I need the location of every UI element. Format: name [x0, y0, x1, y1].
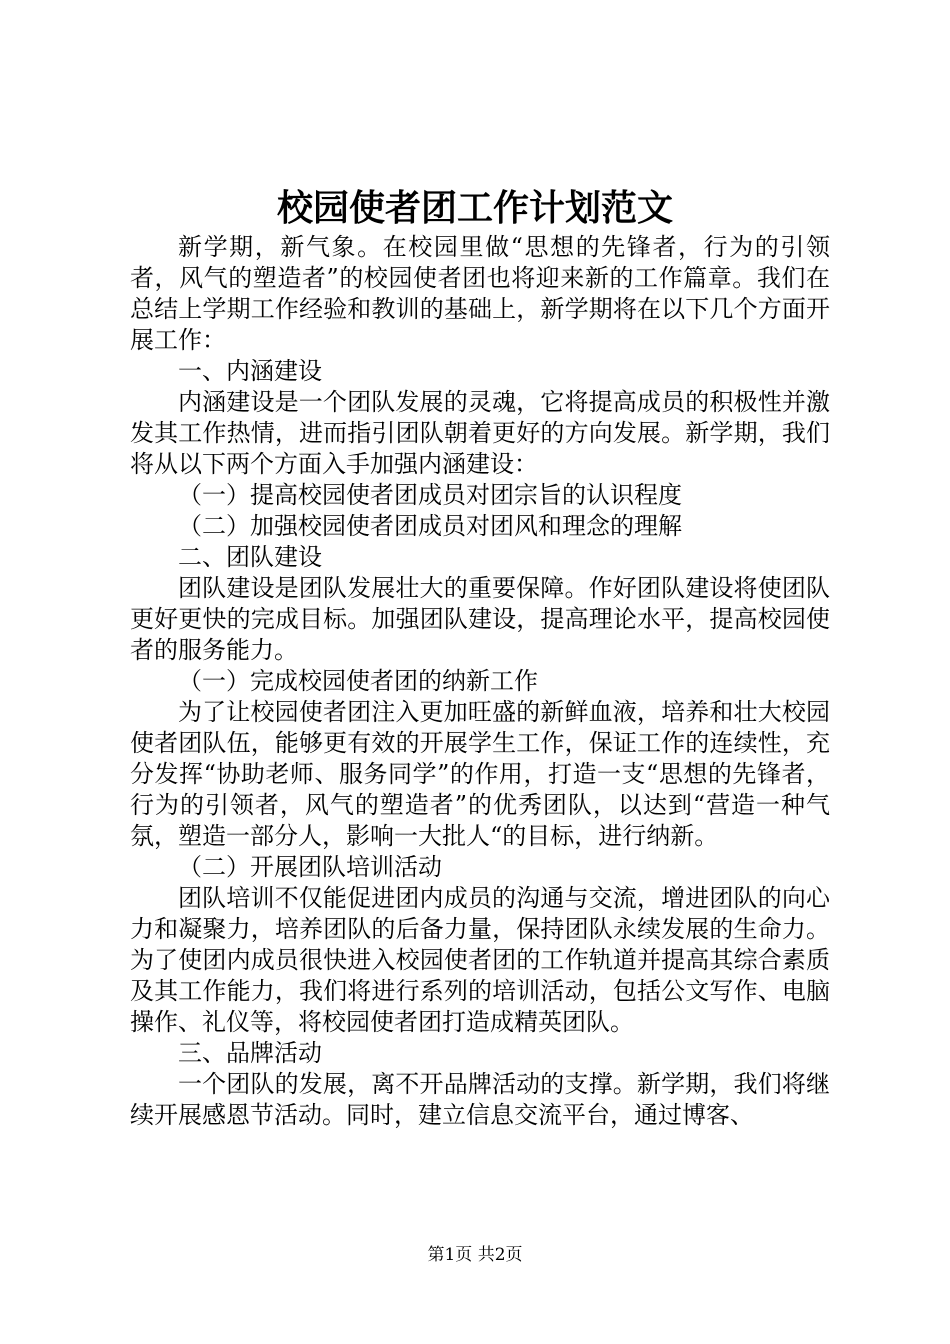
- subsection-heading: （二）加强校园使者团成员对团风和理念的理解: [178, 512, 682, 540]
- document-body: [130, 232, 830, 1131]
- paragraph: 内涵建设是一个团队发展的灵魂，它将提高成员的积极性并激发其工作热情，进而指引团队朝着更好的方向发展。新学期，我们将从以下两个方面入手加强内涵建设：: [130, 388, 830, 478]
- section-heading-2: 二、团队建设: [178, 543, 322, 571]
- subsection-heading: （一）提高校园使者团成员对团宗旨的认识程度: [178, 481, 682, 509]
- paragraph: 一个团队的发展，离不开品牌活动的支撑。新学期，我们将继续开展感恩节活动。同时，建立信息交流平台，通过博客、: [130, 1070, 830, 1129]
- section-heading-3: 三、品牌活动: [178, 1039, 322, 1067]
- paragraph: 为了让校园使者团注入更加旺盛的新鲜血液，培养和壮大校园使者团队伍，能够更有效的开展学生工作，保证工作的连续性，充分发挥“协助老师、服务同学”的作用，打造一支“思想的先锋者，行为的引领者，风气的塑造者”的优秀团队，以达到“营造一种气氛，塑造一部分人，影响一大批人“的目标，进行纳新。: [130, 698, 830, 850]
- page-number-footer: 第1页 共2页: [427, 1245, 523, 1265]
- paragraph: 团队培训不仅能促进团内成员的沟通与交流，增进团队的向心力和凝聚力，培养团队的后备力量，保持团队永续发展的生命力。为了使团内成员很快进入校园使者团的工作轨道并提高其综合素质及其工作能力，我们将进行系列的培训活动，包括公文写作、电脑操作、礼仪等，将校园使者团打造成精英团队。: [130, 884, 830, 1036]
- subsection-heading: （一）完成校园使者团的纳新工作: [178, 667, 538, 695]
- intro-paragraph: 新学期，新气象。在校园里做“思想的先锋者，行为的引领者，风气的塑造者”的校园使者团也将迎来新的工作篇章。我们在总结上学期工作经验和教训的基础上，新学期将在以下几个方面开展工作：: [130, 233, 830, 354]
- subsection-heading: （二）开展团队培训活动: [178, 853, 442, 881]
- document-title: 校园使者团工作计划范文: [276, 187, 673, 229]
- section-heading-1: 一、内涵建设: [178, 357, 322, 385]
- paragraph: 团队建设是团队发展壮大的重要保障。作好团队建设将使团队更好更快的完成目标。加强团队建设，提高理论水平，提高校园使者的服务能力。: [130, 574, 830, 664]
